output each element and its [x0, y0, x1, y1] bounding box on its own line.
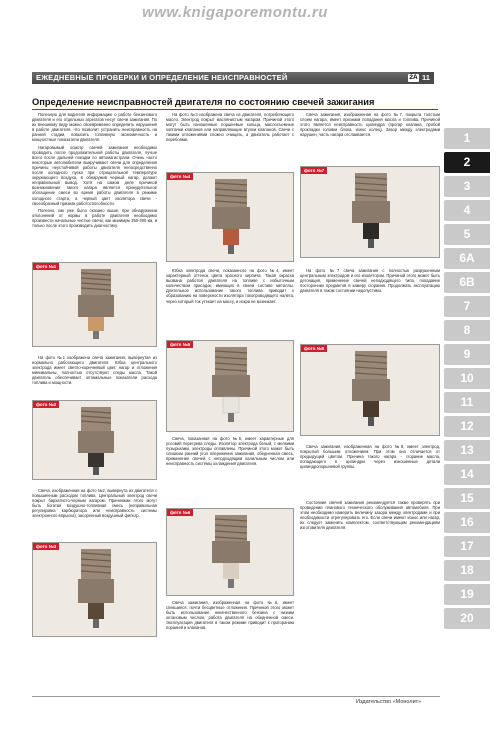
- chapter-tab-6b[interactable]: 6B: [444, 272, 490, 293]
- chapter-tab-5[interactable]: 5: [444, 224, 490, 245]
- page-number: 11: [422, 73, 430, 82]
- chapter-tab-6a[interactable]: 6A: [444, 248, 490, 269]
- spark-plug-photo-7: [300, 166, 440, 258]
- photo-tag: фото №6: [167, 509, 193, 516]
- column-2-text: [166, 112, 294, 145]
- paragraph: Полезную для водителя информацию о работе бензинового двигателя и его отдельных агрегатов несут свечи зажигания. По их внешнему виду можно своевременно определить нарушения в работе двигателя, что позволит устранить неисправность на ранней стадии, повысить топливную экономичность и мощностные показатели двигателя.: [32, 112, 157, 143]
- photo-1-caption: На фото №1 изображена свеча зажигания, вывернутая из нормально работающего двигателя. Юбка центрального электрода имеет светло-коричневый цвет, нагар и отложения минимальны, полностью отсутствуют следы масла. Такой двигатель обеспечивает оптимальные показатели расхода топлива и мощности.: [32, 355, 157, 386]
- photo-tag: фото №7: [301, 167, 327, 174]
- chapter-tab-13[interactable]: 13: [444, 440, 490, 461]
- photo-6-caption: Свеча зажигания, изображенная на фото №6, имеет спекшиеся, почти бесцветные отложения. Причиной этого может быть использование некачественного бензина с низким октановым числом, работа двигателя на обедненной смеси. Эксплуатация двигателя в таком режиме приводит к прогоранию поршней и клапанов.: [166, 600, 294, 631]
- chapter-tab-16[interactable]: 16: [444, 512, 490, 533]
- chapter-badge: 2A: [409, 74, 418, 81]
- photo-7-caption: На фото №7 свеча зажигания с полностью разрушенным центральным электродом и его изолятором. Причиной этого может быть детонация, применение свечей неподходящего типа, попадание посторонних предметов в камеру сгорания. Продолжать эксплуатацию двигателя в таком состоянии недопустимо.: [300, 268, 440, 294]
- spark-plug-image: [167, 173, 294, 262]
- closing-paragraph: Состояние свечей зажигания рекомендуется также проверять при проведении планового технического обслуживания автомобиля. При этом необходимо измерить величину зазора между электродами и при необходимости отрегулировать его. Если свечи имеют износ или нагар, их следует заменить комплектом, соответствующим рекомендациям изготовителя двигателя.: [300, 500, 440, 531]
- chapter-tab-1[interactable]: 1: [444, 128, 490, 149]
- chapter-tab-11[interactable]: 11: [444, 392, 490, 413]
- photo-tag: фото №3: [33, 543, 59, 550]
- spark-plug-image: [167, 509, 294, 596]
- chapter-tab-8[interactable]: 8: [444, 320, 490, 341]
- chapter-tab-3[interactable]: 3: [444, 176, 490, 197]
- spark-plug-image: [301, 167, 440, 258]
- chapter-tab-10[interactable]: 10: [444, 368, 490, 389]
- column-3-text: [300, 112, 440, 139]
- spark-plug-photo-6: [166, 508, 294, 596]
- section-header: [32, 72, 410, 84]
- photo-5-caption: Свеча, показанная на фото №5, имеет характерные для условий перегрева следы. Изолятор электрода белый, с мелкими пузырьками, электроды оплавлены. Причиной этого может быть слишком ранний угол опережения зажигания, обедненная смесь, применение свечей с неподходящим калильным числом или неисправность системы охлаждения двигателя.: [166, 436, 294, 467]
- chapter-tab-9[interactable]: 9: [444, 344, 490, 365]
- footer-divider: [32, 696, 440, 697]
- paragraph: Нагаровывый осмотр свечей зажигания необходимо проводить после продолжительной работы двигателя, лучше всего после дальней поездки по автомагистрали. Очень часто некоторые автолюбители выкручивают свечи для определения причины неустойчивой работы двигателя непосредственно после холодного пуска при отрицательной температуре окружающего воздуха, в обнаружив черный нагар, делают неправильный вывод. Хотя на самом деле причиной возникновения такого нагара является принудительное обогащение смеси во время работы двигателя в режиме холодного старта, а черный цвет изолятора свечи - своеобразный признак работоспособности.: [32, 144, 157, 206]
- chapter-tab-18[interactable]: 18: [444, 560, 490, 581]
- publisher-footer: Издательство «Монолит»: [356, 699, 422, 705]
- spark-plug-image: [33, 401, 157, 480]
- spark-plug-image: [301, 345, 440, 436]
- photo-2-caption: Свеча, изображенная на фото №2, вывернута из двигателя с повышенным расходом топлива. Центральный электрод свечи покрыт бархатисто-черным нагаром. Причинами этого могут быть богатая воздушно-топливная смесь (неправильная регулировка карбюратора или неисправность системы электронного впрыска), засоренный воздушный фильтр.: [32, 488, 157, 519]
- photo-tag: фото №2: [33, 401, 59, 408]
- chapter-tab-20[interactable]: 20: [444, 608, 490, 629]
- spark-plug-photo-2: [32, 400, 157, 480]
- column-1-text: [32, 112, 157, 230]
- chapter-tab-19[interactable]: 19: [444, 584, 490, 605]
- page-heading: Определение неисправностей двигателя по состоянию свечей зажигания: [32, 97, 438, 110]
- photo-tag: фото №4: [167, 173, 193, 180]
- chapter-tabs: [444, 128, 490, 632]
- spark-plug-image: [167, 341, 294, 432]
- spark-plug-image: [33, 543, 157, 637]
- chapter-tab-2[interactable]: 2: [444, 152, 490, 173]
- chapter-tab-14[interactable]: 14: [444, 464, 490, 485]
- spark-plug-photo-1: [32, 262, 157, 347]
- chapter-tab-7[interactable]: 7: [444, 296, 490, 317]
- spark-plug-photo-5: [166, 340, 294, 432]
- photo-tag: фото №8: [301, 345, 327, 352]
- chapter-tab-15[interactable]: 15: [444, 488, 490, 509]
- spark-plug-photo-8: [300, 344, 440, 436]
- chapter-tab-12[interactable]: 12: [444, 416, 490, 437]
- photo-4-caption: Юбка электрода свечи, показанного на фото №4, имеет характерный оттенок цвета красного кирпича. Такая окраска вызвана работой двигателя на топливе с избыточным количеством присадок, имеющих в своем составе металлы. Длительное использование такого топлива приводит к образованию на поверхности изолятора токопроводящего налета, через который ток утекает на массу, и искра не возникает.: [166, 268, 294, 304]
- paragraph: Полезно, как уже было сказано выше, при обнаружении отклонений от нормы в работе двигателя необходимо произвести начальные чистые свечи, как минимум 250-300 км, и только после этого производить диагностику.: [32, 207, 157, 228]
- section-title: ЕЖЕДНЕВНЫЕ ПРОВЕРКИ И ОПРЕДЕЛЕНИЕ НЕИСПРАВНОСТЕЙ: [36, 73, 288, 82]
- photo-tag: фото №1: [33, 263, 59, 270]
- chapter-tab-4[interactable]: 4: [444, 200, 490, 221]
- paragraph: На фото №3 изображена свеча из двигателя, потребляющего масло. Электрод покрыт маслянистым нагаром. Причиной этого могут быть изношенные поршневые кольца, маслосъемные колпачки клапанов или направляющие втулки клапанов. Свечи с такими отложениями сложно очищать, а двигатель работает с перебоями.: [166, 112, 294, 143]
- watermark: www.knigaporemontu.ru: [142, 4, 328, 21]
- photo-tag: фото №5: [167, 341, 193, 348]
- paragraph: Свеча зажигания, изображенная на фото №7, покрыта толстым слоем нагара, имеет признаки попадания масла и топлива. Причиной этого является неисправность цилиндра (прогар клапана, пробой прокладки головки блока, износ колец). Зазор между электродами нарушен, часть нагара отслаивается.: [300, 112, 440, 138]
- chapter-tab-17[interactable]: 17: [444, 536, 490, 557]
- photo-8-caption: Свеча зажигания, изображенная на фото №8, имеет электрод, покрытый большим отложением. При этом она отличается от предыдущей цветом. Причина такого нагара - сгорание масла, попадающего в цилиндры через изношенные детали цилиндропоршневой группы.: [300, 444, 440, 470]
- spark-plug-photo-4: [166, 172, 294, 262]
- spark-plug-photo-3: [32, 542, 157, 637]
- spark-plug-image: [33, 263, 157, 347]
